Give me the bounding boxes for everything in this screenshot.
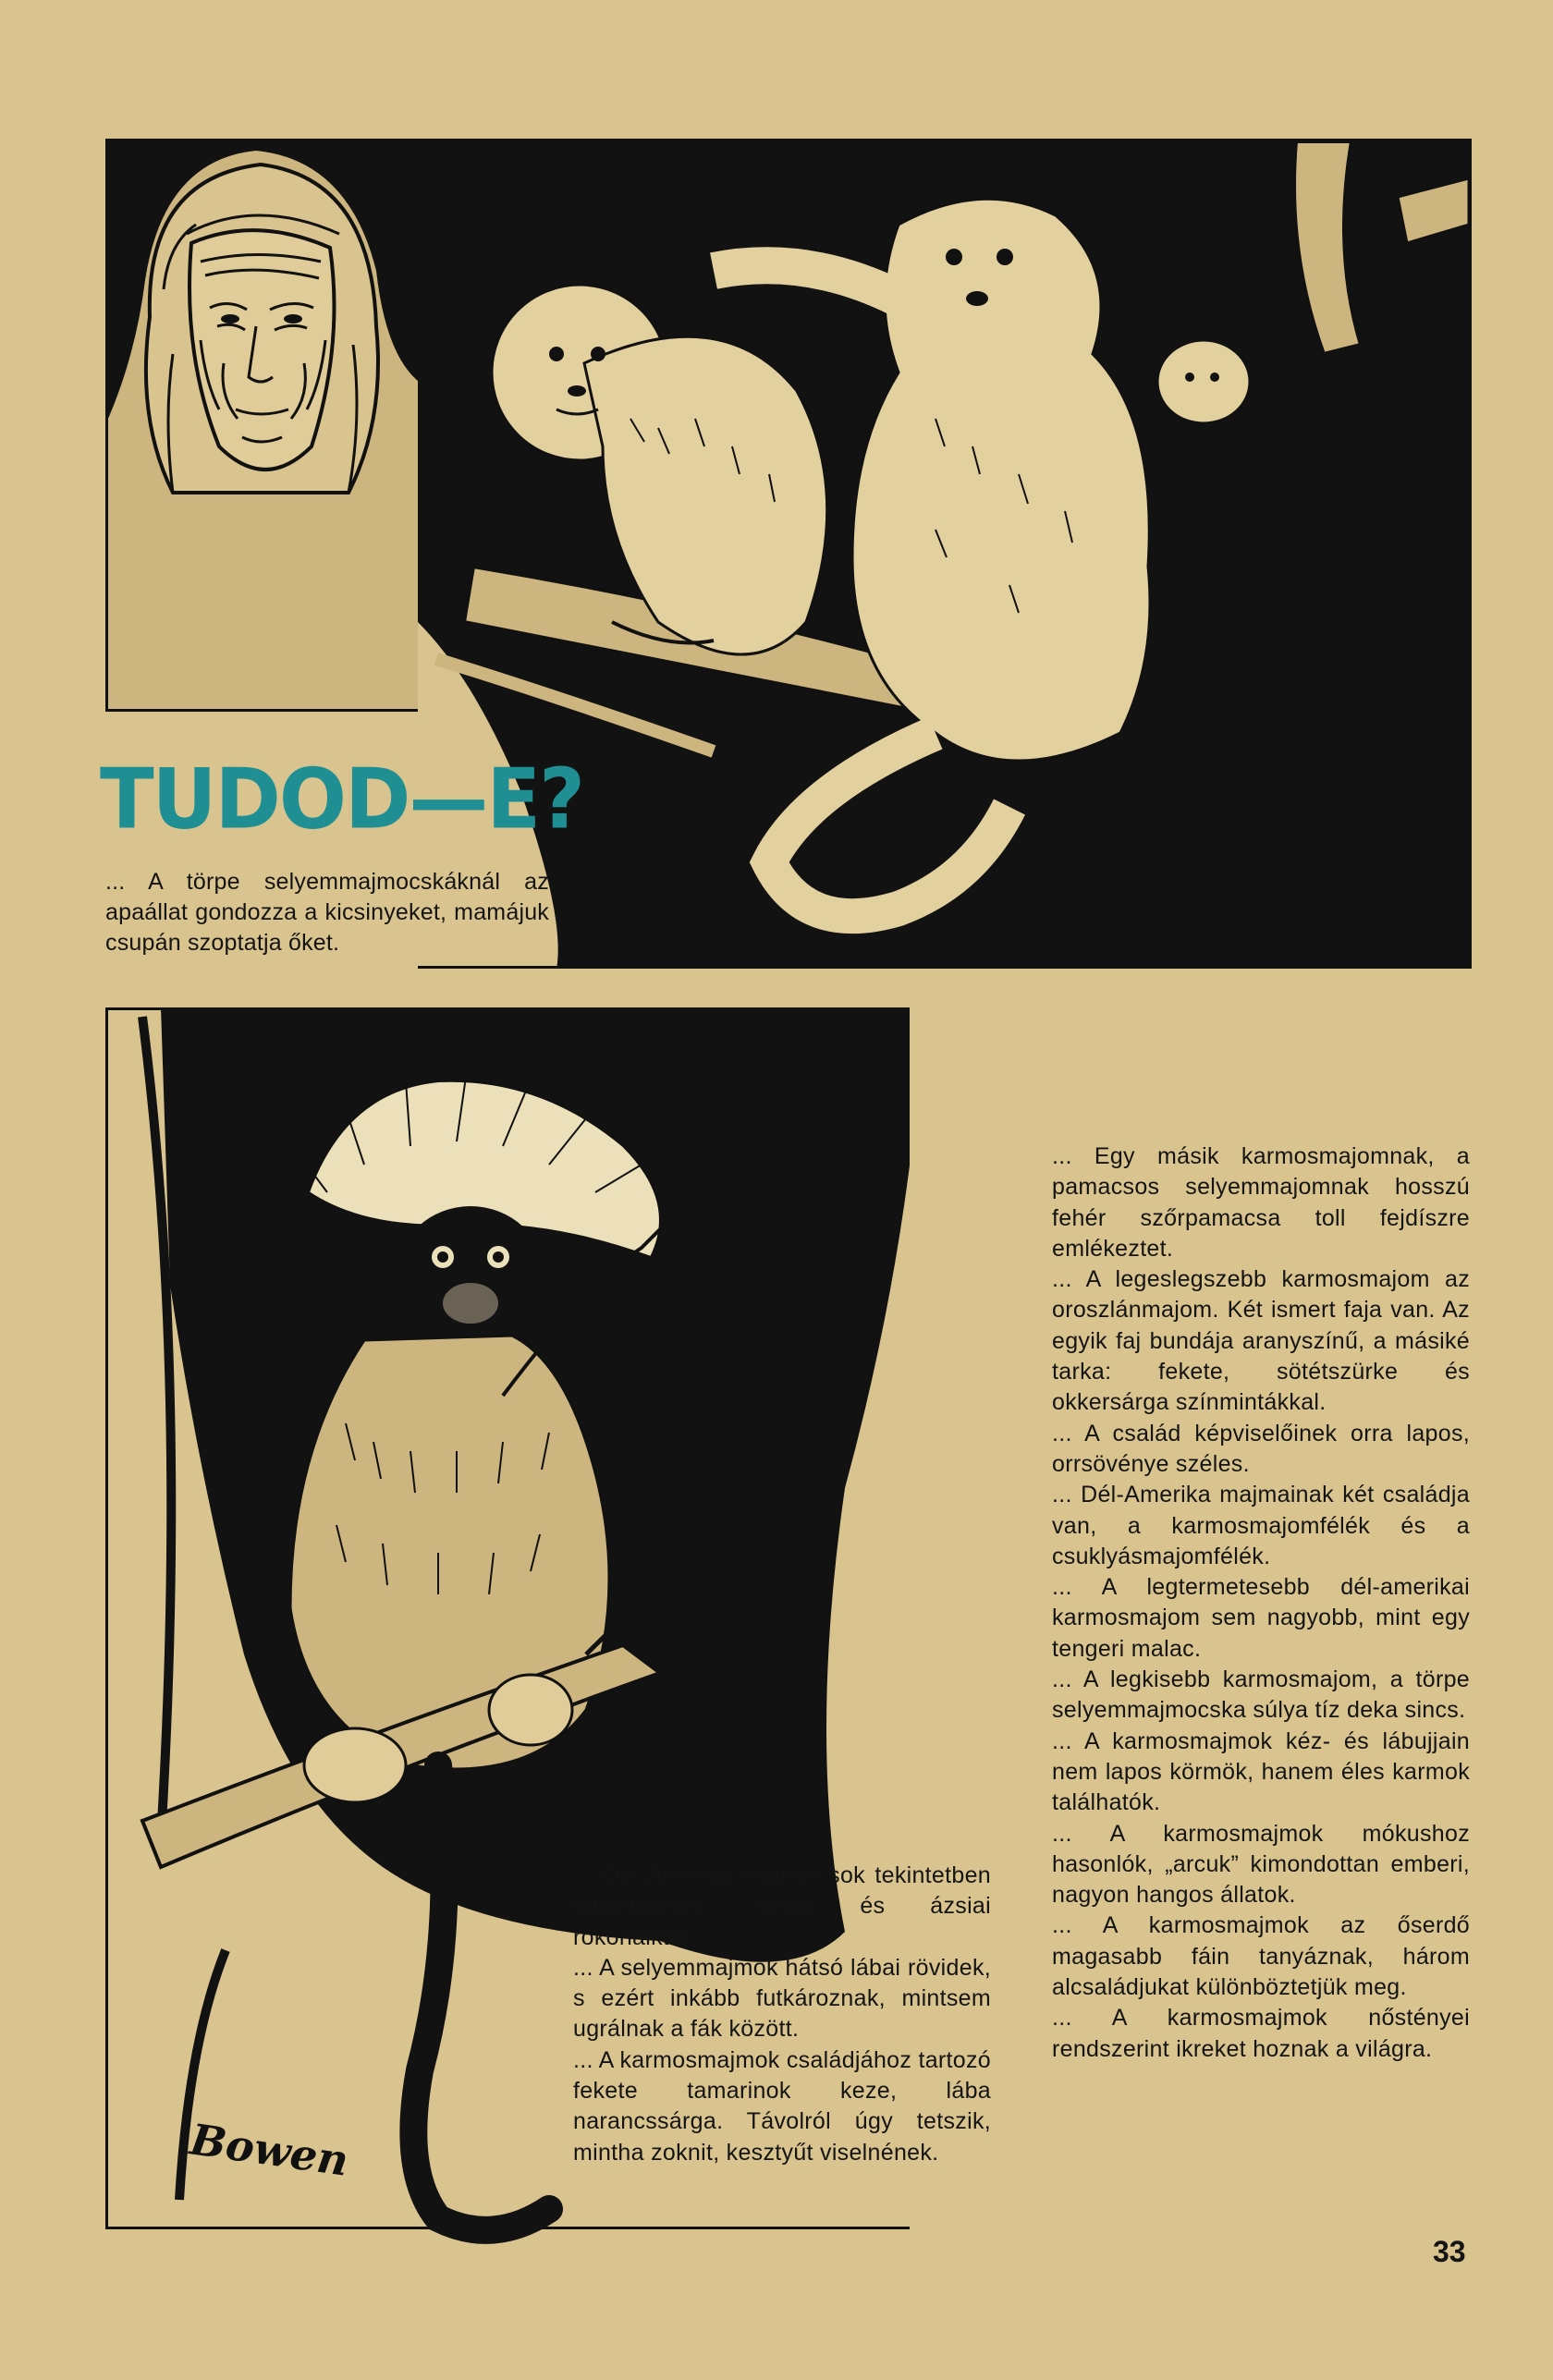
fact-paragraph: ... A család képviselőinek orra lapos, orrsövénye széles. (1052, 1420, 1470, 1477)
fact-paragraph: ... A karmosmajmok családjához tartozó fekete tamarinok keze, lába narancssárga. Távolról úgy tetszik, mintha zoknit, kesztyűt viselnének. (573, 2046, 991, 2166)
page-number: 33 (1433, 2235, 1466, 2268)
fact-paragraph: ... A legeslegszebb karmosmajom az oroszlánmajom. Két ismert faja van. Az egyik faj bundája aranyszínű, a másiké tarka: fekete, sötétszürke és okkersárga színmintákkal. (1052, 1266, 1470, 1416)
fact-paragraph: ... A karmosmajmok nőstényei rendszerint ikreket hoznak a világra. (1052, 2005, 1470, 2062)
fact-paragraph: ... A karmosmajmok mókushoz hasonlók, „arcuk” kimondottan emberi, nagyon hangos állatok. (1052, 1820, 1470, 1909)
fact-paragraph: ... Dél-Amerika majmai sok tekintetben különböznek afrikai és ázsiai rokonaiktól. (573, 1862, 991, 1950)
portrait-panel (105, 139, 422, 712)
fact-paragraph: ... A karmosmajmok kéz- és lábujjain nem lapos körmök, hanem éles karmok találhatók. (1052, 1727, 1470, 1816)
fact-paragraph: ... Egy másik karmosmajomnak, a pamacsos selyemmajomnak hosszú fehér szőrpamacsa toll fejdíszre emlékeztet. (1052, 1143, 1470, 1262)
facts-right-column (1052, 1141, 1470, 2065)
signature-top: Bowen (1345, 662, 1447, 793)
fact-paragraph: ... A karmosmajmok az őserdő magasabb fáin tanyáznak, három alcsaládjukat különböztetjük meg. (1052, 1912, 1470, 2001)
old-woman-portrait-illustration (108, 141, 419, 709)
fact-paragraph: ... A selyemmajmok hátsó lábai rövidek, s ezért inkább futkároznak, mintsem ugrálnak a fák között. (573, 1954, 991, 2043)
fact-paragraph: ... A legkisebb karmosmajom, a törpe selyemmajmocska súlya tíz deka sincs. (1052, 1666, 1470, 1724)
fact-paragraph: ... Dél-Amerika majmainak két családja van, a karmosmajomfélék és a csuklyásmajomfélék. (1052, 1482, 1470, 1569)
intro-text: ... A törpe selyemmajmocskáknál az apaállat gondozza a kicsinyeket, mamájuk csupán szoptatja őket. (105, 869, 549, 956)
signature-bottom: Bowen (187, 2114, 352, 2186)
facts-left-column (573, 1861, 991, 2168)
page-heading: TUDOD—E? (100, 751, 584, 848)
fact-paragraph: ... A legtermetesebb dél-amerikai karmosmajom sem nagyobb, mint egy tengeri malac. (1052, 1574, 1470, 1662)
